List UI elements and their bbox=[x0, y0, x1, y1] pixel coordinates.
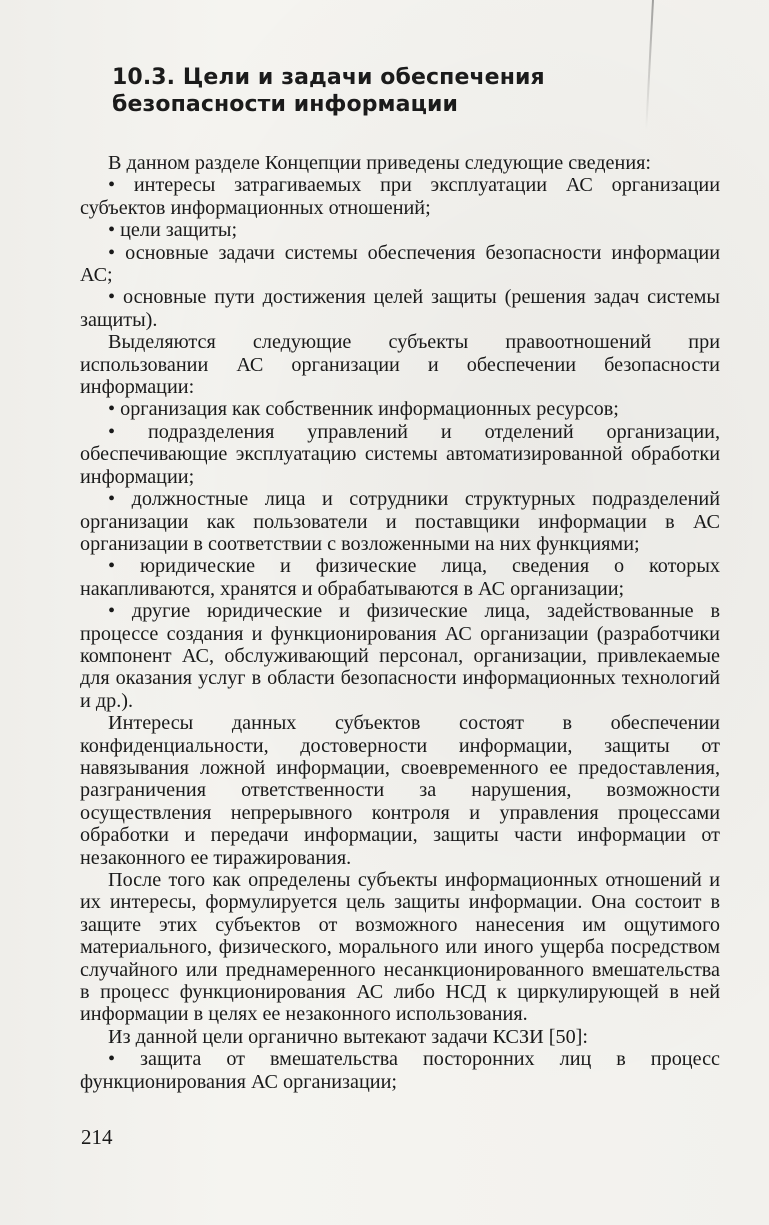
section-heading-line-2: безопасности информации bbox=[112, 92, 459, 117]
paragraph: • юридические и физические лица, сведения о которых накапливаются, хранятся и обрабатываются в АС организации; bbox=[80, 555, 720, 600]
paragraph: Интересы данных субъектов состоят в обеспечении конфиденциальности, достоверности информации, защиты от навязывания ложной информации, своевременного ее предоставления, разграничения ответственности за нарушения, возможности осуществления непрерывного контроля и управления процессами обработки и передачи информации, защиты части информации от незаконного ее тиражирования. bbox=[80, 712, 720, 869]
page-fold-line bbox=[645, 0, 654, 130]
paragraph: • цели защиты; bbox=[108, 219, 238, 242]
section-heading bbox=[112, 64, 582, 118]
paragraph: • интересы затрагиваемых при эксплуатации АС организации субъектов информационных отношений; bbox=[80, 174, 720, 219]
section-heading-line-1: 10.3. Цели и задачи обеспечения bbox=[112, 65, 545, 90]
paragraph: После того как определены субъекты информационных отношений и их интересы, формулируется цель защиты информации. Она состоит в защите этих субъектов от возможного нанесения им ощутимого материального, физического, морального или иного ущерба посредством случайного или преднамеренного несанкционированного вмешательства в процесс функционирования АС либо НСД к циркулирующей в ней информации в целях ее незаконного использования. bbox=[80, 869, 720, 1026]
paragraph: • другие юридические и физические лица, задействованные в процессе создания и функционирования АС организации (разработчики компонент АС, обслуживающий персонал, организации, привлекаемые для оказания услуг в области безопасности информационных технологий и др.). bbox=[80, 600, 720, 712]
paragraph: • организация как собственник информационных ресурсов; bbox=[108, 398, 619, 421]
paragraph: В данном разделе Концепции приведены следующие сведения: bbox=[108, 152, 652, 174]
paragraph: • подразделения управлений и отделений организации, обеспечивающие эксплуатацию системы автоматизированной обработки информации; bbox=[80, 420, 720, 488]
paragraph: • основные пути достижения целей защиты (решения задач системы защиты). bbox=[80, 286, 720, 331]
paragraph: Выделяются следующие субъекты правоотношений при использовании АС организации и обеспечении безопасности информации: bbox=[80, 331, 720, 399]
body-text bbox=[80, 152, 720, 1093]
paragraph: • защита от вмешательства посторонних лиц в процесс функционирования АС организации; bbox=[80, 1048, 720, 1093]
paragraph: • основные задачи системы обеспечения безопасности информации АС; bbox=[80, 241, 720, 287]
paragraph: Из данной цели органично вытекают задачи КСЗИ [50]: bbox=[108, 1025, 588, 1048]
page-number: 214 bbox=[81, 1125, 113, 1149]
paragraph: • должностные лица и сотрудники структурных подразделений организации как пользователи и поставщики информации в АС организации в соответствии с возложенными на них функциями; bbox=[80, 488, 720, 555]
